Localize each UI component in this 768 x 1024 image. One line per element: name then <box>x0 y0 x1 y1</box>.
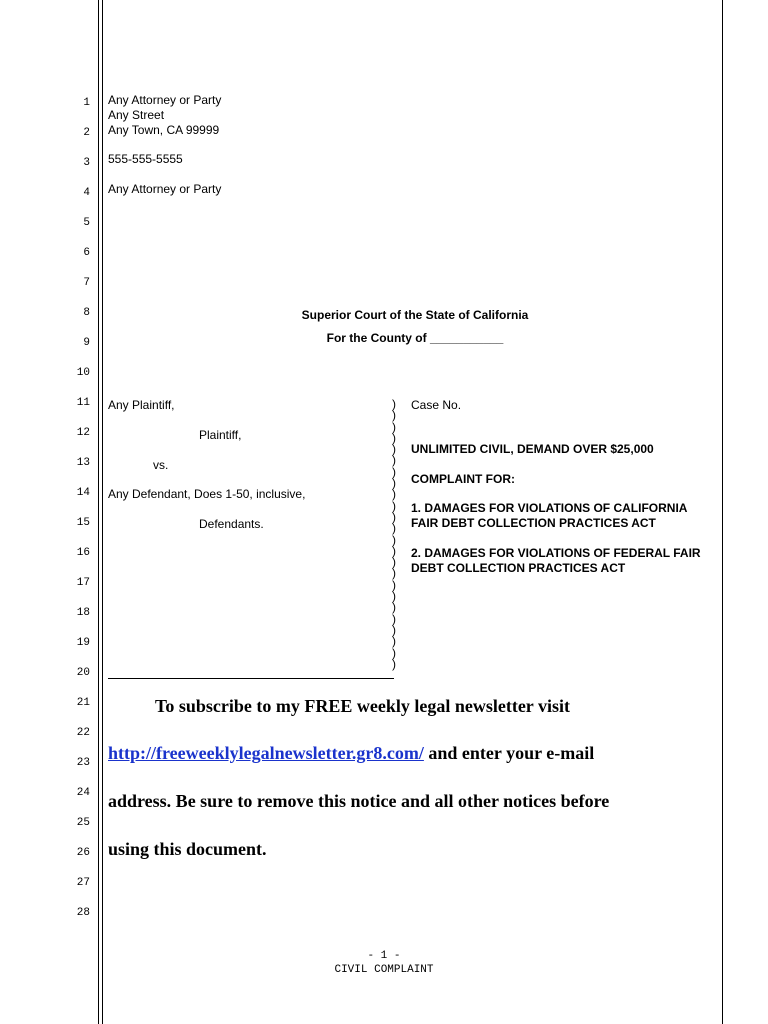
line-number: 19 <box>76 637 90 649</box>
left-margin-line-inner <box>102 0 103 1024</box>
line-number: 20 <box>76 667 90 679</box>
paren: ) <box>392 509 396 524</box>
line-number: 3 <box>83 157 90 169</box>
civil-type: UNLIMITED CIVIL, DEMAND OVER $25,000 <box>411 442 654 456</box>
versus-label: vs. <box>153 458 169 472</box>
paren: ) <box>392 419 396 434</box>
paren: ) <box>392 589 396 604</box>
left-margin-line-outer <box>98 0 99 1024</box>
newsletter-link[interactable]: http://freeweeklylegalnewsletter.gr8.com/ <box>108 743 424 763</box>
line-number: 13 <box>76 457 90 469</box>
notice-line-3: address. Be sure to remove this notice and all other notices before <box>108 791 610 811</box>
paren: ) <box>392 566 396 581</box>
paren: ) <box>392 645 396 660</box>
attorney-name: Any Attorney or Party <box>108 93 222 107</box>
paren: ) <box>392 430 396 445</box>
line-number: 14 <box>76 487 90 499</box>
line-number: 9 <box>83 337 90 349</box>
paren: ) <box>392 498 396 513</box>
notice-line-2 <box>108 741 708 765</box>
line-number: 15 <box>76 517 90 529</box>
line-number: 26 <box>76 847 90 859</box>
line-number: 8 <box>83 307 90 319</box>
line-number: 2 <box>83 127 90 139</box>
paren: ) <box>392 464 396 479</box>
notice-line-2-rest: and enter your e-mail <box>423 743 595 763</box>
case-number-label: Case No. <box>411 398 462 412</box>
line-number: 23 <box>76 757 90 769</box>
paren: ) <box>392 453 396 468</box>
attorney-city: Any Town, CA 99999 <box>108 123 220 137</box>
line-number: 16 <box>76 547 90 559</box>
line-number: 22 <box>76 727 90 739</box>
paren: ) <box>392 622 396 637</box>
line-number: 1 <box>83 97 90 109</box>
paren: ) <box>392 532 396 547</box>
line-number: 18 <box>76 607 90 619</box>
plaintiff-role: Plaintiff, <box>199 428 242 442</box>
claim-2: 2. DAMAGES FOR VIOLATIONS OF FEDERAL FAIR DEBT COLLECTION PRACTICES ACT <box>411 546 701 575</box>
defendant-role: Defendants. <box>199 517 264 531</box>
line-number: 11 <box>76 397 90 409</box>
line-number: 7 <box>83 277 90 289</box>
page-number: - 1 - <box>367 950 401 962</box>
line-number: 17 <box>76 577 90 589</box>
line-number: 28 <box>76 907 90 919</box>
paren: ) <box>392 656 396 671</box>
paren: ) <box>392 600 396 615</box>
caption-paren-column <box>392 399 400 670</box>
plaintiff-name: Any Plaintiff, <box>108 398 175 412</box>
caption-bottom-rule <box>108 678 394 679</box>
complaint-for-heading: COMPLAINT FOR: <box>411 472 515 486</box>
paren: ) <box>392 611 396 626</box>
paren: ) <box>392 577 396 592</box>
line-number: 24 <box>76 787 90 799</box>
attorney-street: Any Street <box>108 108 165 122</box>
line-number: 21 <box>76 697 90 709</box>
line-number: 5 <box>83 217 90 229</box>
paren: ) <box>392 543 396 558</box>
line-number: 4 <box>83 187 90 199</box>
claim-1: 1. DAMAGES FOR VIOLATIONS OF CALIFORNIA FAIR DEBT COLLECTION PRACTICES ACT <box>411 501 687 530</box>
paren: ) <box>392 487 396 502</box>
right-margin-line <box>722 0 723 1024</box>
court-county: For the County of ___________ <box>326 331 504 345</box>
paren: ) <box>392 408 396 423</box>
court-name: Superior Court of the State of California <box>301 308 529 322</box>
paren: ) <box>392 521 396 536</box>
paren: ) <box>392 476 396 491</box>
line-number: 6 <box>83 247 90 259</box>
footer-title: CIVIL COMPLAINT <box>334 964 434 976</box>
line-number: 10 <box>76 367 90 379</box>
paren: ) <box>392 442 396 457</box>
paren: ) <box>392 397 396 411</box>
paren: ) <box>392 634 396 649</box>
paren: ) <box>392 555 396 570</box>
notice-line-1: To subscribe to my FREE weekly legal newsletter visit <box>155 696 570 716</box>
attorney-for: Any Attorney or Party <box>108 182 222 196</box>
line-number: 25 <box>76 817 90 829</box>
line-number: 12 <box>76 427 90 439</box>
notice-line-4: using this document. <box>108 839 267 859</box>
line-number: 27 <box>76 877 90 889</box>
attorney-phone: 555-555-5555 <box>108 152 183 166</box>
defendant-name: Any Defendant, Does 1-50, inclusive, <box>108 487 306 501</box>
